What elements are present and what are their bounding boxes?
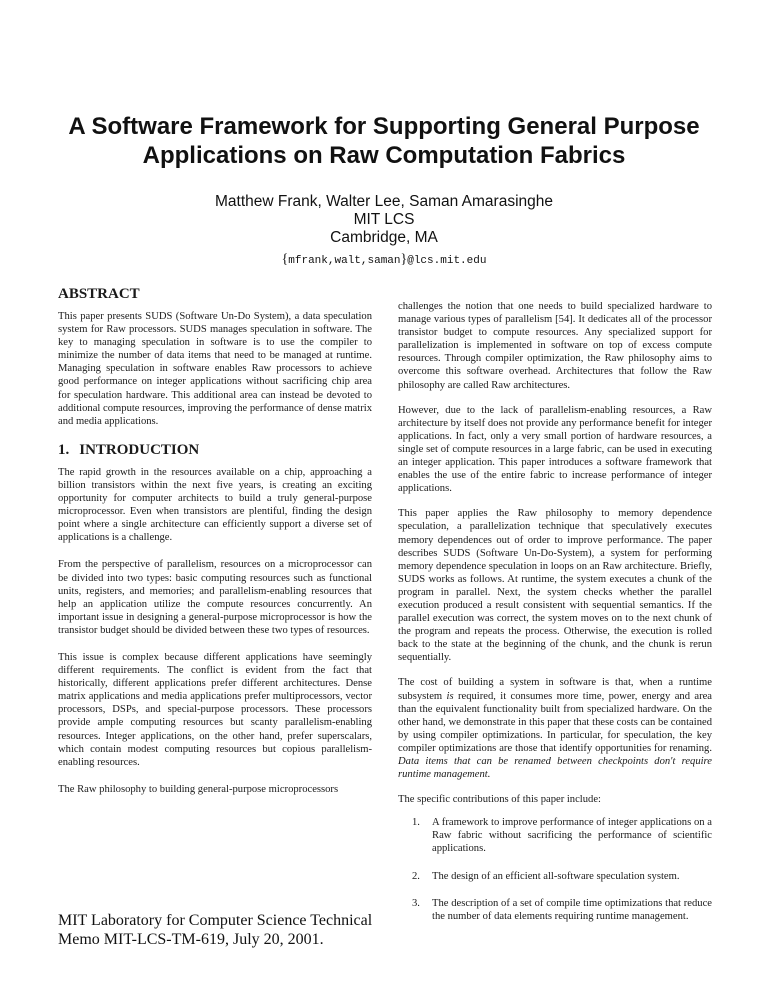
abstract-heading: ABSTRACT <box>58 286 140 302</box>
intro-paragraph: The rapid growth in the resources available on a chip, approaching a billion transistors within the next five years, is creating an exciting opportunity for computer architects to build a truly general-purpose microprocessor. Even when transistors are plentiful, finding the design point where a single architecture can efficiently support a diverse set of applications is a challenge. <box>58 466 372 544</box>
title-line: Applications on Raw Computation Fabrics <box>142 142 626 169</box>
memo-line: Memo MIT-LCS-TM-619, July 20, 2001. <box>58 931 324 948</box>
body-paragraph <box>398 676 712 781</box>
email-brace-open: { <box>281 252 289 267</box>
paper-title <box>60 112 708 170</box>
memo-footnote <box>58 911 378 949</box>
abstract-text: This paper presents SUDS (Software Un-Do System), a data speculation system for Raw processors. SUDS manages speculation in software. The key to managing speculation in software is to use the compiler to minimize the number of data items that need to be managed at runtime. Managing speculation in software enables Raw processors to achieve good performance on integer applications without sacrificing chip area for speculation hardware. This additional area can instead be devoted to additional compute resources, improving the performance of dense matrix and media applications. <box>58 311 372 427</box>
list-text: The design of an efficient all-software speculation system. <box>432 870 680 882</box>
list-number: 2. <box>412 870 420 882</box>
affiliation: MIT LCS <box>353 211 415 228</box>
memo-line: MIT Laboratory for Computer Science Technical <box>58 912 373 929</box>
body-paragraph: However, due to the lack of parallelism-enabling resources, a Raw architecture by itself does not provide any performance benefit for integer applications. In fact, only a very small portion of hardware resources, a single set of compute resources in a large fabric, can be used in executing an integer application. This paper introduces a software framework that enables the use of the entire fabric to increase performance of integer applications. <box>398 404 712 495</box>
right-column <box>398 300 712 937</box>
author-names: Matthew Frank, Walter Lee, Saman Amarasinghe <box>215 193 553 210</box>
section-title: INTRODUCTION <box>79 441 200 458</box>
intro-heading <box>58 442 372 458</box>
section-number: 1. <box>58 441 70 458</box>
text-run: The cost of building a system in software is that, when a runtime subsystem <box>398 677 712 702</box>
author-block <box>60 193 708 247</box>
contribution-list <box>398 816 712 923</box>
list-item <box>398 816 712 855</box>
intro-paragraph: The Raw philosophy to building general-purpose microprocessors <box>58 783 339 795</box>
body-paragraph: The specific contributions of this paper include: <box>398 794 601 806</box>
author-email <box>60 252 708 268</box>
left-column <box>58 286 372 806</box>
email-brace-close: } <box>400 252 408 267</box>
email-users: mfrank,walt,saman <box>288 255 401 267</box>
list-text: A framework to improve performance of integer applications on a Raw fabric without sacrificing the performance of scientific applications. <box>432 817 712 855</box>
italic-emphasis: Data items that can be renamed between checkpoints don't require runtime management. <box>398 756 712 781</box>
list-number: 3. <box>412 897 420 909</box>
location: Cambridge, MA <box>330 229 438 246</box>
list-item <box>398 897 712 923</box>
title-line: A Software Framework for Supporting General Purpose <box>68 113 700 140</box>
list-number: 1. <box>412 817 420 829</box>
text-run: required, it consumes more time, power, energy and area than the equivalent functionality built from specialized hardware. On the other hand, we demonstrate in this paper that these costs can be contained by using compiler optimizations. In particular, for speculation, the key compiler optimizations are those that identify opportunities for renaming. <box>398 690 712 754</box>
email-domain: @lcs.mit.edu <box>407 255 487 267</box>
intro-paragraph: From the perspective of parallelism, resources on a microprocessor can be divided into two types: basic computing resources such as functional units, registers, and memories; and parallelism-enabling resources that help an application utilize the compute resources concurrently. An important issue in designing a general-purpose microprocessor is how the transistor budget should be divided between these two types of resources. <box>58 559 372 636</box>
intro-paragraph: This issue is complex because different applications have seemingly different requirements. The conflict is evident from the fact that historically, different applications prefer different architectures. Dense matrix applications and media applications prefer multiprocessors, vector processors, DSPs, and special-purpose processors. These processors provide ample computing resources but scanty parallelism-enabling resources. Integer applications, on the other hand, prefer superscalars, which contain modest computing resources but copious parallelism-enabling resources. <box>58 651 372 768</box>
list-item <box>398 870 712 883</box>
body-paragraph: challenges the notion that one needs to build specialized hardware to manage various types of parallelism [54]. It dedicates all of the processor transistor budget to compute resources. Any specialized support for parallelization is implemented in software on top of excess compute resources. Through compiler optimization, the Raw philosophy aims to overcome this software overhead. Architectures that follow the Raw philosophy are called Raw architectures. <box>398 301 712 391</box>
italic-is: is <box>446 690 454 702</box>
body-paragraph: This paper applies the Raw philosophy to memory dependence speculation, a parallelization technique that speculatively executes memory dependences out of order to improve performance. The paper describes SUDS (Software Un-Do-System), a system for performing memory dependence speculation in loops on an Raw architecture. Briefly, SUDS works as follows. At runtime, the system executes a chunk of the program in parallel. Next, the system checks whether the parallel execution produced a result consistent with sequential semantics. If the parallel execution was correct, the system moves on to the next chunk of the program and repeats the process. Otherwise, the execution is rolled back to the state at the beginning of the chunk, and the chunk is rerun sequentially. <box>398 508 712 664</box>
list-text: The description of a set of compile time optimizations that reduce the number of data elements requiring runtime management. <box>432 897 712 922</box>
